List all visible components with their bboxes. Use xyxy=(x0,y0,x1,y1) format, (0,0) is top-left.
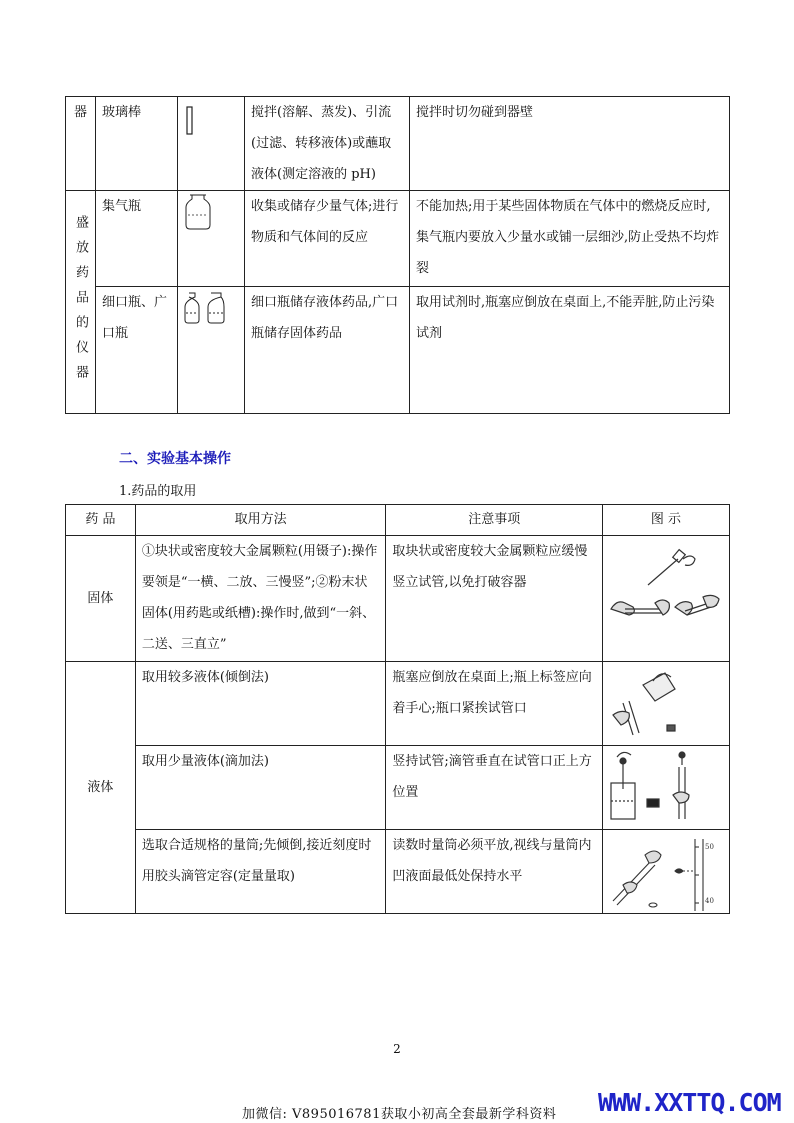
note-cell: 读数时量筒必须平放,视线与量筒内凹液面最低处保持水平 xyxy=(386,830,603,914)
instrument-use: 搅拌(溶解、蒸发)、引流(过滤、转移液体)或蘸取液体(测定溶液的 pH) xyxy=(245,97,410,191)
illustration-cell xyxy=(603,536,730,662)
table-row xyxy=(66,191,730,287)
table-header-row xyxy=(66,505,730,536)
reagent-bottles-icon xyxy=(178,287,244,413)
column-header: 取用方法 xyxy=(135,505,386,536)
table-row xyxy=(66,287,730,414)
instrument-name: 集气瓶 xyxy=(96,191,178,287)
column-header: 图 示 xyxy=(603,505,730,536)
category-cell: 器 xyxy=(66,97,96,191)
note-cell: 取块状或密度较大金属颗粒应缓慢竖立试管,以免打破容器 xyxy=(386,536,603,662)
section-heading: 二、实验基本操作 xyxy=(119,451,231,467)
category-cell: 液体 xyxy=(66,662,136,914)
category-cell: 固体 xyxy=(66,536,136,662)
column-header: 药 品 xyxy=(66,505,136,536)
method-cell: 选取合适规格的量筒;先倾倒,接近刻度时用胶头滴管定容(定量量取) xyxy=(135,830,386,914)
table-row xyxy=(66,830,730,914)
instrument-use: 细口瓶储存液体药品,广口瓶储存固体药品 xyxy=(245,287,410,414)
instrument-image-cell xyxy=(178,97,245,191)
table-row xyxy=(66,662,730,746)
section-subheading: 1.药品的取用 xyxy=(119,484,197,499)
footer-note: 加微信: V895016781获取小初高全套最新学科资料 xyxy=(242,1107,557,1122)
instrument-note: 搅拌时切勿碰到器壁 xyxy=(410,97,730,191)
instrument-note: 取用试剂时,瓶塞应倒放在桌面上,不能弄脏,防止污染试剂 xyxy=(410,287,730,414)
scale-label: 40 xyxy=(705,896,714,905)
instrument-image-cell xyxy=(178,191,245,287)
footer-site-link[interactable]: WWW.XXTTQ.COM xyxy=(598,1088,781,1117)
method-cell: 取用较多液体(倾倒法) xyxy=(135,662,386,746)
glass-rod-icon xyxy=(178,97,244,189)
scale-label: 50 xyxy=(705,842,714,851)
measuring-cylinder-illustration-icon xyxy=(603,831,729,913)
instrument-name: 玻璃棒 xyxy=(96,97,178,191)
column-header: 注意事项 xyxy=(386,505,603,536)
dropping-illustration-icon xyxy=(603,747,729,829)
table-row xyxy=(66,746,730,830)
instrument-table xyxy=(65,96,730,414)
category-group-cell: 盛放药品的仪器 xyxy=(66,191,96,414)
drug-access-table xyxy=(65,504,730,914)
table-row xyxy=(66,536,730,662)
method-cell: 取用少量液体(滴加法) xyxy=(135,746,386,830)
pouring-illustration-icon xyxy=(603,663,729,745)
note-cell: 竖持试管;滴管垂直在试管口正上方位置 xyxy=(386,746,603,830)
method-cell: ①块状或密度较大金属颗粒(用镊子):操作要领是“一横、二放、三慢竖”;②粉末状固体(用药匙或纸槽):操作时,做到“一斜、二送、三直立” xyxy=(135,536,386,662)
solid-handling-illustration-icon xyxy=(603,537,729,661)
instrument-note: 不能加热;用于某些固体物质在气体中的燃烧反应时,集气瓶内要放入少量水或铺一层细沙,防止受热不均炸裂 xyxy=(410,191,730,287)
illustration-cell xyxy=(603,830,730,914)
gas-jar-icon xyxy=(178,191,244,286)
instrument-image-cell xyxy=(178,287,245,414)
page-number: 2 xyxy=(393,1042,401,1056)
illustration-cell xyxy=(603,662,730,746)
table-row xyxy=(66,97,730,191)
note-cell: 瓶塞应倒放在桌面上;瓶上标签应向着手心;瓶口紧挨试管口 xyxy=(386,662,603,746)
illustration-cell xyxy=(603,746,730,830)
instrument-use: 收集或储存少量气体;进行物质和气体间的反应 xyxy=(245,191,410,287)
instrument-name: 细口瓶、广口瓶 xyxy=(96,287,178,414)
